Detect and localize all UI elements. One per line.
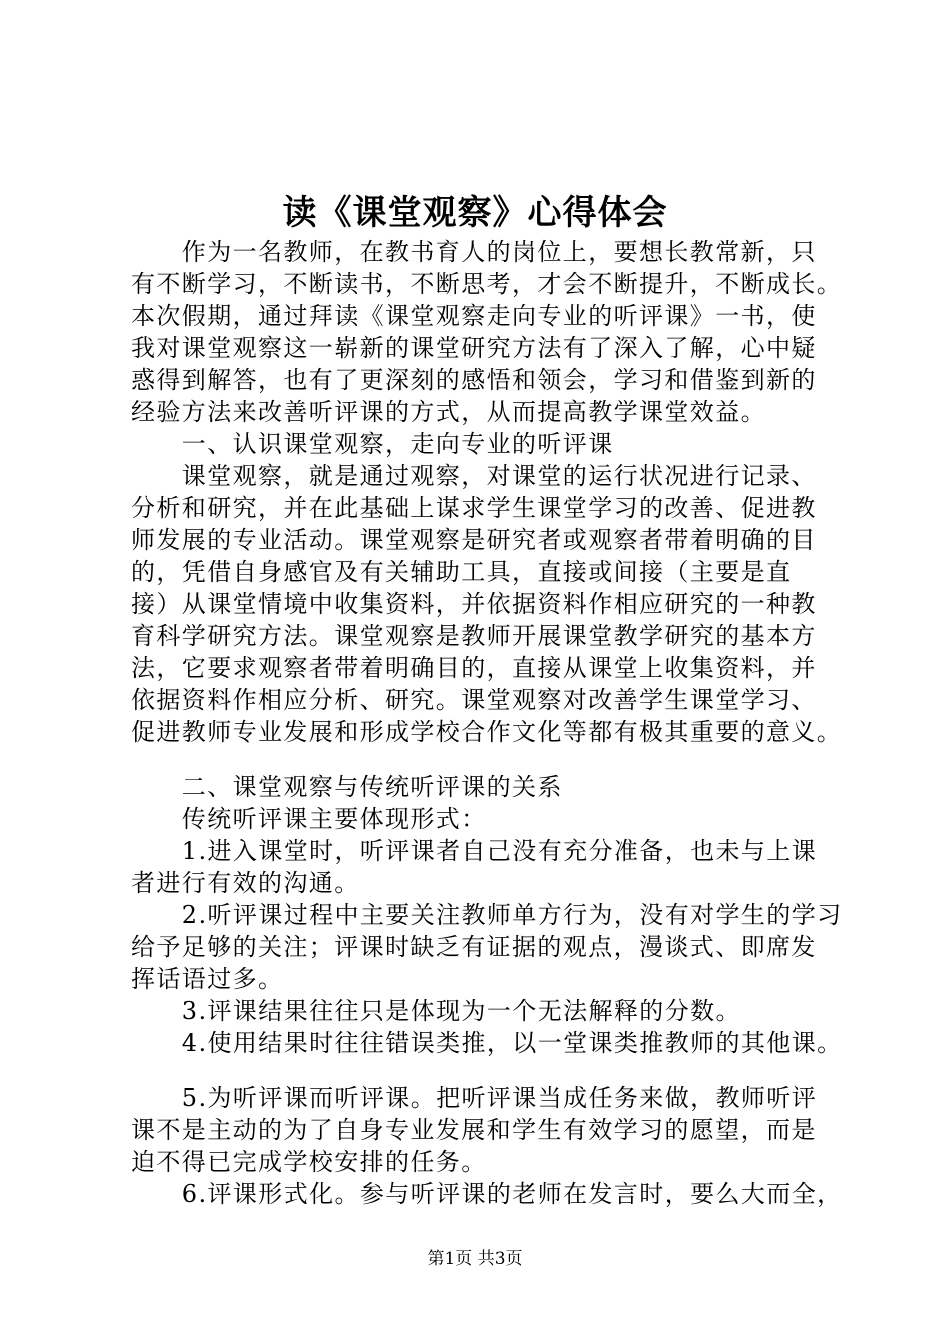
paragraph-line: 课堂观察，就是通过观察，对课堂的运行状况进行记录、 [131,462,817,490]
list-item-line: 迫不得已完成学校安排的任务。 [131,1148,487,1176]
list-item-line: 6.评课形式化。参与听评课的老师在发言时，要么大而全， [131,1180,843,1208]
list-item-line: 2.听评课过程中主要关注教师单方行为，没有对学生的学习 [131,901,843,929]
section-heading: 二、课堂观察与传统听评课的关系 [131,773,563,801]
list-item-line: 课不是主动的为了自身专业发展和学生有效学习的愿望，而是 [131,1116,817,1144]
list-item-line: 1.进入课堂时，听评课者自己没有充分准备，也未与上课 [131,837,818,865]
paragraph-line: 促进教师专业发展和形成学校合作文化等都有极其重要的意义。 [131,718,843,746]
list-item-line: 给予足够的关注；评课时缺乏有证据的观点，漫谈式、即席发 [131,933,817,961]
document-title: 读《课堂观察》心得体会 [282,193,668,233]
paragraph-line: 本次假期，通过拜读《课堂观察走向专业的听评课》一书，使 [131,302,817,330]
paragraph-line: 分析和研究，并在此基础上谋求学生课堂学习的改善、促进教 [131,494,817,522]
list-item-line: 挥话语过多。 [131,965,284,993]
paragraph-line: 经验方法来改善听评课的方式，从而提高教学课堂效益。 [131,398,766,426]
paragraph-line: 传统听评课主要体现形式： [131,805,487,833]
paragraph-line: 惑得到解答，也有了更深刻的感悟和领会，学习和借鉴到新的 [131,366,817,394]
paragraph-line: 的，凭借自身感官及有关辅助工具，直接或间接（主要是直 [131,558,792,586]
paragraph-line: 育科学研究方法。课堂观察是教师开展课堂教学研究的基本方 [131,622,817,650]
paragraph-line: 师发展的专业活动。课堂观察是研究者或观察者带着明确的目 [131,526,817,554]
page-footer: 第1页 共3页 [427,1249,523,1269]
paragraph-line: 法，它要求观察者带着明确目的，直接从课堂上收集资料，并 [131,654,817,682]
paragraph-line: 我对课堂观察这一崭新的课堂研究方法有了深入了解，心中疑 [131,334,817,362]
paragraph-line: 作为一名教师，在教书育人的岗位上，要想长教常新，只 [131,238,817,266]
paragraph-line: 接）从课堂情境中收集资料，并依据资料作相应研究的一种教 [131,590,817,618]
list-item-line: 5.为听评课而听评课。把听评课当成任务来做，教师听评 [131,1084,818,1112]
section-heading: 一、认识课堂观察，走向专业的听评课 [131,430,614,458]
list-item-line: 4.使用结果时往往错误类推，以一堂课类推教师的其他课。 [131,1029,843,1057]
list-item-line: 3.评课结果往往只是体现为一个无法解释的分数。 [131,997,741,1025]
paragraph-line: 依据资料作相应分析、研究。课堂观察对改善学生课堂学习、 [131,686,817,714]
list-item-line: 者进行有效的沟通。 [131,869,360,897]
paragraph-line: 有不断学习，不断读书，不断思考，才会不断提升，不断成长。 [131,270,843,298]
